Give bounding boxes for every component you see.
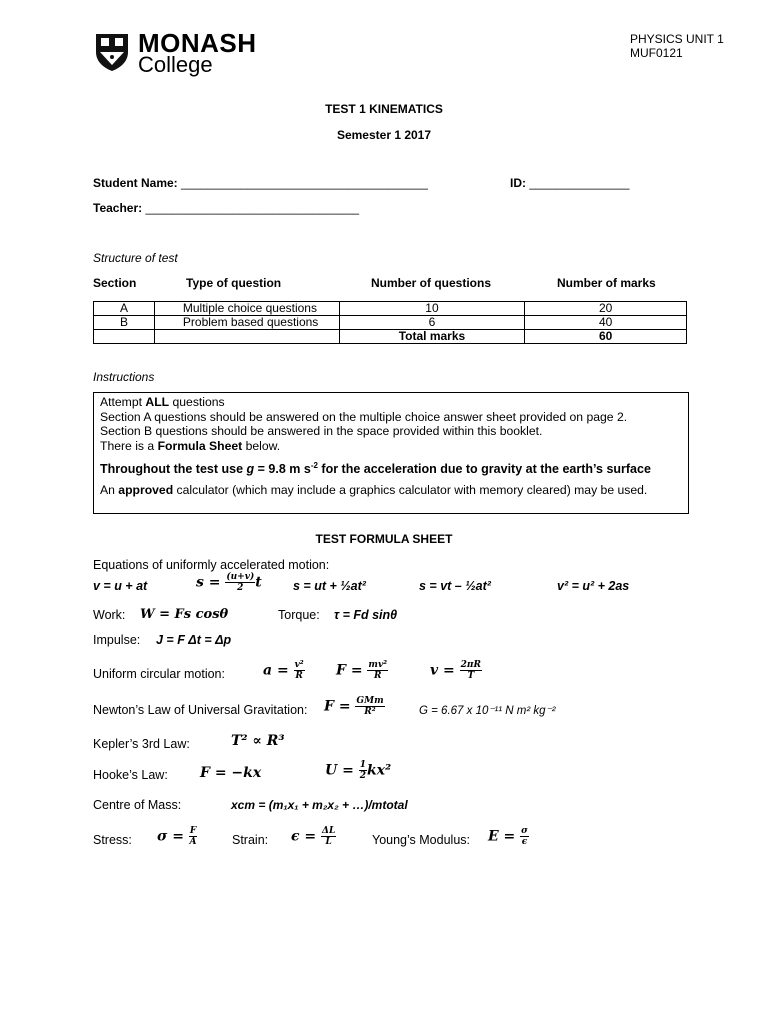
text: F =	[336, 662, 363, 679]
cell-type: Problem based questions	[154, 316, 339, 330]
torque-label: Torque:	[278, 608, 320, 622]
uam-label: Equations of uniformly accelerated motion:	[93, 558, 330, 572]
uam-eq-2	[196, 572, 262, 593]
numerator: F	[189, 826, 197, 836]
kepler-label: Kepler’s 3rd Law:	[93, 737, 190, 751]
text: ϵ =	[291, 828, 317, 845]
fraction	[460, 660, 482, 681]
kepler-eq: T² ∝ R³	[231, 733, 285, 749]
test-title: TEST 1 KINEMATICS	[325, 102, 443, 116]
student-name-line: _____________________________________	[181, 176, 428, 190]
text: An	[100, 482, 119, 497]
text: U =	[325, 762, 354, 779]
denominator: A	[189, 837, 197, 847]
semester: Semester 1 2017	[336, 128, 432, 142]
text: a =	[263, 662, 289, 679]
text: Attempt	[100, 395, 146, 409]
numerator: v²	[294, 660, 304, 670]
instruction-line	[100, 439, 682, 454]
hooke-force-eq: F = −kx	[200, 765, 262, 781]
hooke-label: Hooke’s Law:	[93, 768, 168, 782]
numerator: (u+v)	[226, 572, 255, 582]
cell-num-marks: 40	[525, 316, 687, 330]
uam-eq-4: s = vt – ½at²	[419, 579, 491, 593]
text: There is a	[100, 438, 158, 453]
impulse-eq: J = F Δt = Δp	[156, 633, 232, 647]
uam-eq-1: v = u + at	[93, 579, 148, 593]
brand-monash: MONASH	[138, 28, 257, 58]
id-line: _______________	[529, 176, 630, 190]
text: v =	[430, 662, 455, 679]
denominator: L	[325, 837, 332, 847]
denominator: R	[374, 671, 382, 681]
text: t	[255, 574, 262, 591]
cell-num-marks: 20	[525, 302, 687, 316]
unit-name: PHYSICS UNIT 1	[630, 32, 724, 46]
strain-eq	[291, 826, 336, 847]
teacher-label: Teacher:	[93, 201, 143, 215]
cell-empty	[94, 330, 155, 344]
hooke-energy-eq	[325, 760, 391, 781]
torque-eq: τ = Fd sinθ	[334, 608, 398, 622]
unit-info	[630, 32, 724, 60]
stress-label: Stress:	[93, 833, 132, 847]
text: E =	[488, 828, 516, 845]
gravitational-constant: G = 6.67 x 10⁻¹¹ N m² kg⁻²	[419, 705, 556, 717]
numerator: 2πR	[460, 660, 481, 670]
structure-table	[93, 301, 687, 344]
circular-force-eq	[336, 660, 388, 681]
denominator: ϵ	[521, 837, 528, 847]
fraction	[355, 696, 384, 717]
structure-caption: Structure of test	[93, 251, 178, 265]
numerator: GMm	[356, 696, 384, 706]
text: Throughout the test use	[100, 462, 247, 477]
text: for the acceleration due to gravity at the earth’s surface	[317, 462, 651, 477]
total-label: Total marks	[339, 330, 525, 344]
teacher-line: ________________________________	[145, 201, 360, 215]
fraction	[367, 660, 388, 681]
text: F =	[324, 698, 351, 715]
cell-section: B	[94, 316, 155, 330]
text-bold: ALL	[145, 395, 170, 409]
instruction-line: Section B questions should be answered in the space provided within this booklet.	[100, 424, 543, 438]
work-label: Work:	[93, 608, 126, 622]
text-bold: approved	[118, 482, 174, 497]
text: kx²	[366, 762, 392, 779]
stress-eq	[157, 826, 197, 847]
header-type: Type of question	[186, 276, 282, 290]
text: g	[246, 462, 255, 477]
denominator: T	[467, 671, 475, 681]
fraction	[189, 826, 197, 847]
circular-acc-eq	[263, 660, 305, 681]
fraction	[294, 660, 305, 681]
instruction-line	[100, 395, 682, 410]
student-name-field[interactable]	[93, 176, 428, 190]
unit-code: MUF0121	[630, 46, 683, 60]
fraction	[520, 826, 529, 847]
numerator: ΔL	[322, 826, 336, 836]
fraction	[359, 760, 367, 781]
crest-icon	[92, 30, 132, 72]
denominator: R	[295, 671, 303, 681]
text: questions	[169, 395, 225, 409]
fraction	[321, 826, 336, 847]
impulse-label: Impulse:	[93, 633, 141, 647]
text: below.	[242, 438, 281, 453]
instruction-line: Section A questions should be answered on the multiple choice answer sheet provided on page 2.	[100, 409, 628, 424]
table-row	[94, 316, 687, 330]
instructions-box	[93, 392, 689, 514]
fraction	[225, 572, 255, 593]
uam-eq-3: s = ut + ½at²	[293, 579, 366, 593]
instructions-caption: Instructions	[93, 370, 155, 384]
uam-eq-5: v² = u² + 2as	[557, 579, 630, 593]
circular-velocity-eq	[430, 660, 482, 681]
denominator: 2	[359, 771, 366, 781]
circular-label: Uniform circular motion:	[93, 667, 225, 681]
text: s =	[196, 574, 221, 591]
cell-num-questions: 10	[339, 302, 525, 316]
text-bold: Formula Sheet	[157, 438, 243, 453]
header-section: Section	[93, 276, 137, 290]
student-name-label: Student Name:	[93, 176, 178, 190]
cell-num-questions: 6	[339, 316, 525, 330]
header-num-questions: Number of questions	[371, 276, 492, 290]
young-modulus-eq	[488, 826, 529, 847]
text: -2	[310, 461, 318, 470]
teacher-field[interactable]	[93, 201, 359, 215]
text: σ =	[157, 828, 184, 845]
young-modulus-label: Young’s Modulus:	[372, 833, 470, 847]
total-value: 60	[525, 330, 687, 344]
id-field[interactable]	[510, 176, 629, 190]
formula-sheet-title: TEST FORMULA SHEET	[315, 532, 453, 546]
denominator: R²	[364, 707, 376, 717]
gravity-instruction	[100, 459, 682, 477]
centre-of-mass-eq: xcm = (m₁x₁ + m₂x₂ + …)/mtotal	[231, 798, 408, 812]
table-row	[94, 302, 687, 316]
centre-of-mass-label: Centre of Mass:	[93, 798, 182, 812]
header-num-marks: Number of marks	[557, 276, 656, 290]
brand-college: College	[138, 52, 213, 77]
cell-type: Multiple choice questions	[154, 302, 339, 316]
numerator: σ	[521, 826, 528, 836]
text: calculator (which may include a graphics calculator with memory cleared) may be used.	[173, 482, 648, 497]
table-row-total	[94, 330, 687, 344]
gravitation-label: Newton’s Law of Universal Gravitation:	[93, 703, 308, 717]
id-label: ID:	[510, 176, 526, 190]
text: = 9.8 m s	[254, 462, 311, 477]
work-eq: W = Fs cosθ	[140, 607, 229, 622]
numerator: mv²	[368, 660, 388, 670]
strain-label: Strain:	[232, 833, 269, 847]
gravitation-eq	[324, 696, 385, 717]
calculator-instruction	[100, 483, 682, 498]
denominator: 2	[237, 583, 244, 593]
cell-section: A	[94, 302, 155, 316]
numerator: 1	[359, 760, 366, 770]
cell-empty	[154, 330, 339, 344]
